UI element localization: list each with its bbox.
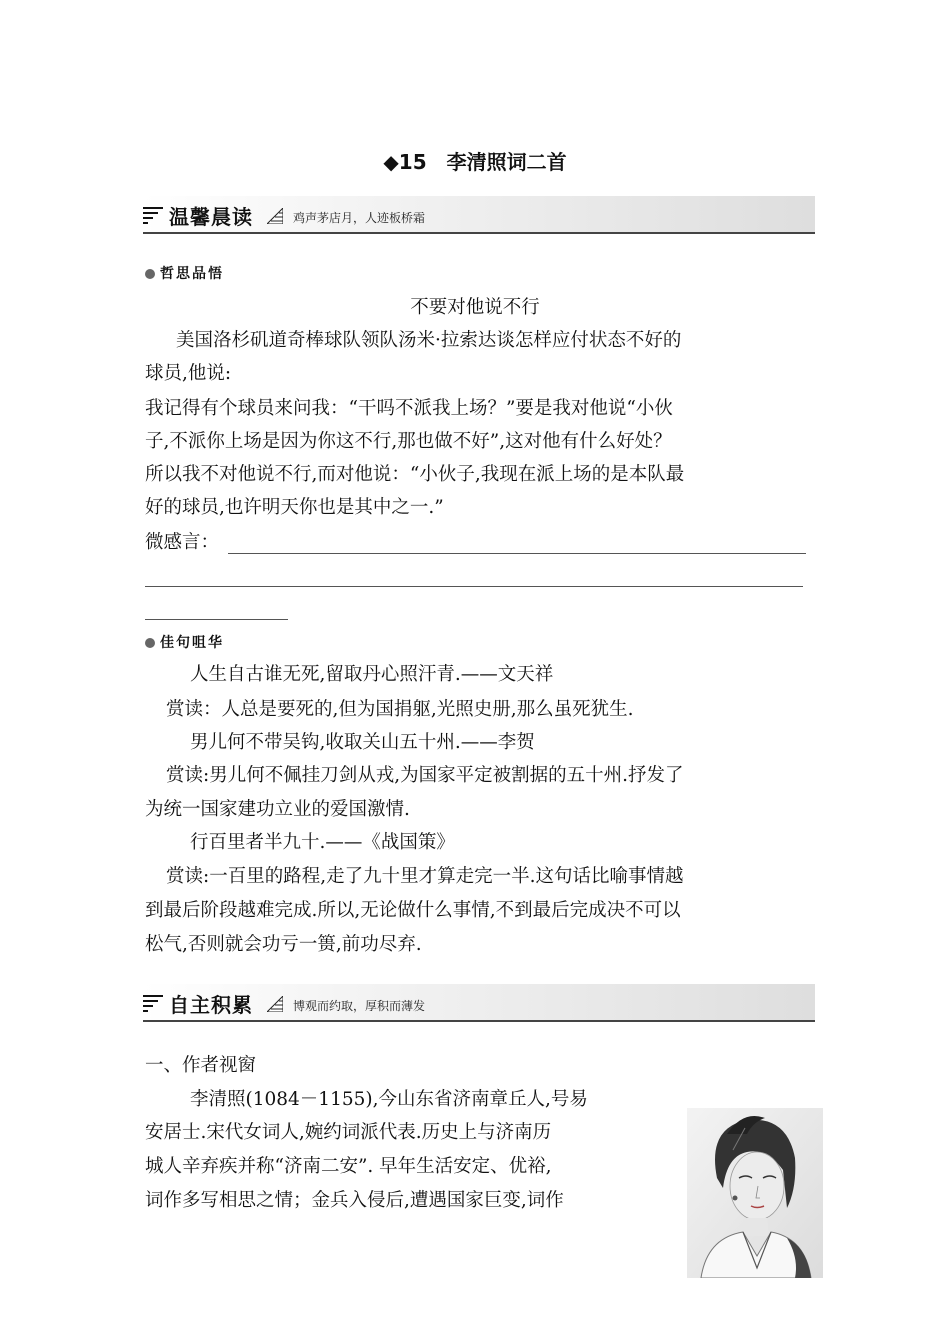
author-line: 城人辛弃疾并称“济南二安”. 早年生活安定、优裕, bbox=[145, 1156, 552, 1177]
section-name: 自主积累 bbox=[169, 993, 253, 1017]
quote-line: 男儿何不带吴钩,收取关山五十州.——李贺 bbox=[190, 732, 535, 753]
paragraph-line: 好的球员,也许明天你也是其中之一.” bbox=[145, 497, 444, 518]
section-banner-accumulate bbox=[143, 984, 815, 1022]
answer-line[interactable] bbox=[145, 619, 288, 620]
stripes-icon bbox=[143, 995, 165, 1013]
reflection-label: 微感言： bbox=[145, 532, 220, 553]
paragraph-line: 美国洛杉矶道奇棒球队领队汤米·拉索达谈怎样应付状态不好的 bbox=[176, 330, 682, 351]
commentary-line: 松气,否则就会功亏一篑,前功尽弃. bbox=[145, 934, 422, 955]
page-title: ◆15 李清照词二首 bbox=[383, 150, 567, 174]
bullet-dot-icon bbox=[145, 269, 155, 279]
commentary-line: 到最后阶段越难完成.所以,无论做什么事情,不到最后完成决不可以 bbox=[145, 900, 681, 921]
answer-line[interactable] bbox=[228, 553, 806, 554]
quote-line: 人生自古谁无死,留取丹心照汗青.——文天祥 bbox=[190, 664, 554, 685]
commentary-line: 赏读:一百里的路程,走了九十里才算走完一半.这句话比喻事情越 bbox=[166, 866, 684, 887]
commentary-line: 赏读:男儿何不佩挂刀剑从戎,为国家平定被割据的五十州.抒发了 bbox=[166, 765, 684, 786]
commentary-line: 赏读：人总是要死的,但为国捐躯,光照史册,那么虽死犹生. bbox=[166, 699, 634, 720]
triangle-icon bbox=[267, 996, 283, 1012]
section-tagline: 博观而约取，厚积而薄发 bbox=[293, 999, 426, 1013]
commentary-line: 为统一国家建功立业的爱国激情. bbox=[145, 799, 410, 820]
triangle-icon bbox=[267, 208, 283, 224]
stripes-icon bbox=[143, 207, 165, 225]
quote-line: 行百里者半九十.——《战国策》 bbox=[190, 832, 455, 853]
story-title: 不要对他说不行 bbox=[410, 297, 540, 318]
portrait-image bbox=[687, 1108, 823, 1278]
section-name: 温馨晨读 bbox=[169, 205, 253, 229]
subheading-quotes bbox=[145, 632, 224, 652]
author-line: 词作多写相思之情；金兵入侵后,遭遇国家巨变,词作 bbox=[145, 1190, 564, 1211]
paragraph-line: 所以我不对他说不行,而对他说：“小伙子,我现在派上场的是本队最 bbox=[145, 464, 685, 485]
section-tagline: 鸡声茅店月，人迹板桥霜 bbox=[293, 211, 426, 225]
author-line: 李清照(1084－1155),今山东省济南章丘人,号易 bbox=[190, 1089, 588, 1110]
paragraph-line: 子,不派你上场是因为你这不行,那也做不好”,这对他有什么好处？ bbox=[145, 431, 672, 452]
subheading-text: 哲思品悟 bbox=[160, 266, 224, 282]
section-banner-reading bbox=[143, 196, 815, 234]
bullet-dot-icon bbox=[145, 638, 155, 648]
answer-line[interactable] bbox=[145, 586, 803, 587]
author-line: 安居士.宋代女词人,婉约词派代表.历史上与济南历 bbox=[145, 1122, 552, 1143]
paragraph-line: 球员,他说: bbox=[145, 363, 232, 384]
paragraph-line: 我记得有个球员来问我：“干吗不派我上场？”要是我对他说“小伙 bbox=[145, 398, 673, 419]
subheading-philosophy bbox=[145, 263, 224, 283]
subheading-text: 佳句咀华 bbox=[160, 635, 224, 651]
author-heading: 一、作者视窗 bbox=[145, 1055, 257, 1076]
